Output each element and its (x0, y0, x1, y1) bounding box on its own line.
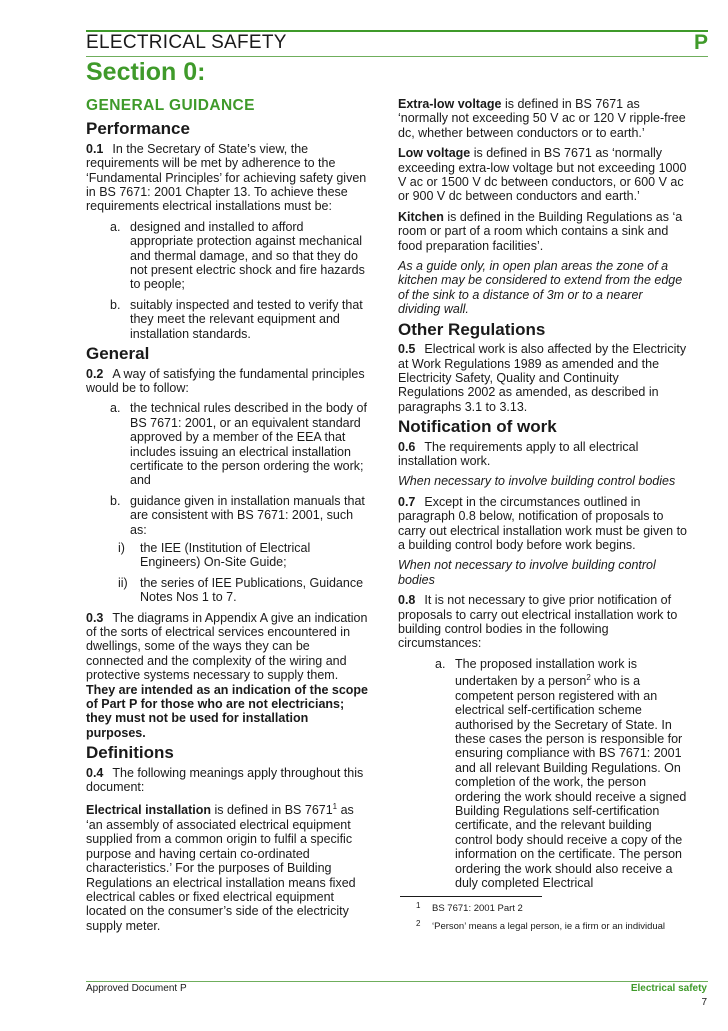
footer-document-name: Approved Document P (86, 983, 187, 994)
paragraph-number: 0.6 (398, 439, 416, 454)
list-item (86, 298, 370, 341)
footnote-1 (398, 903, 688, 915)
paragraph-number: 0.4 (86, 765, 104, 780)
section-title: Section 0: (86, 58, 206, 86)
sublist-item (118, 541, 370, 570)
definition-term: Electrical installation (86, 803, 212, 818)
paragraph-text: The following meanings apply throughout this document: (86, 765, 364, 795)
paragraph-number: 0.3 (86, 610, 104, 625)
footnote-ref: 1 (332, 802, 338, 812)
notification-heading: Notification of work (398, 417, 557, 437)
list-label: a. (110, 401, 121, 416)
definition-term: Kitchen (398, 209, 444, 224)
paragraph-0-1 (86, 142, 370, 214)
definition-text: as ‘an assembly of associated electrical equipment supplied from a common origin to fulfil a specific purpose and having certain co-ordinated characteristics.’ For the purposes of Building Regulations an electrical installation means fixed electrical cables or fixed electrical equipment located on the consumer’s side of the electricity supply meter. (86, 803, 356, 933)
list-label: a. (435, 656, 446, 671)
paragraph-text: In the Secretary of State’s view, the requirements will be met by adherence to the ‘Fundamental Principles’ for achieving safety given in BS 7671: 2001 Chapter 13. To achieve these requirements electrical installations must be: (86, 141, 367, 214)
paragraph-number: 0.7 (398, 494, 416, 509)
right-column (398, 97, 688, 939)
list-item (86, 401, 370, 487)
paragraph-number: 0.8 (398, 593, 416, 608)
paragraph-0-6 (398, 440, 688, 469)
paragraph-text: A way of satisfying the fundamental principles would be to follow: (86, 366, 365, 395)
header-rule (86, 56, 708, 57)
definition-term: Extra-low voltage (398, 97, 502, 111)
running-title: ELECTRICAL SAFETY (86, 32, 287, 53)
footnote-ref: 2 (586, 673, 591, 683)
sublist-item (118, 576, 370, 605)
paragraph-0-8 (398, 593, 688, 651)
sublist-text: the series of IEE Publications, Guidance Notes Nos 1 to 7. (140, 575, 364, 605)
list-label: b. (110, 297, 121, 312)
list-text: the technical rules described in the body of BS 7671: 2001, or an equivalent standard approved by a member of the EEA that includes issuing an electrical installation certificate to the person ordering the work; and (130, 401, 367, 488)
footer-rule (86, 981, 708, 982)
definition-text: is defined in BS 7671 as ‘normally exceeding extra-low voltage but not exceeding 1000 V ac or 1500 V dc between conductors, or 600 V ac or 900 V dc between conductors and earth.’ (398, 146, 687, 204)
list-0-1 (86, 220, 370, 341)
list-text: suitably inspected and tested to verify that they meet the relevant equipment and installation standards. (130, 297, 363, 341)
list-text: designed and installed to afford appropriate protection against mechanical and thermal damage, and so that they do not present electric shock and fire hazards to people; (130, 219, 365, 292)
note-text: As a guide only, in open plan areas the zone of a kitchen may be considered to extend from the edge of the sink to a distance of 3m or to a nearer dividing wall. (398, 259, 683, 317)
paragraph-0-7 (398, 495, 688, 553)
paragraph-text: The requirements apply to all electrical installation work. (398, 439, 639, 468)
list-label: a. (110, 219, 121, 234)
list-label: b. (110, 493, 121, 508)
definition-term: Low voltage (398, 146, 471, 161)
paragraph-0-4 (86, 766, 370, 795)
list-item (86, 220, 370, 292)
sublist (118, 540, 370, 605)
list-text: guidance given in installation manuals that are consistent with BS 7671: 2001, such as: (130, 493, 365, 537)
page-number: 7 (701, 997, 707, 1008)
paragraph-0-2 (86, 367, 370, 396)
paragraph-number: 0.5 (398, 342, 416, 357)
subheading-when-necessary (398, 474, 688, 488)
subheading-text: When not necessary to involve building control bodies (398, 558, 656, 587)
footnote-rule (400, 896, 542, 897)
paragraph-text: It is not necessary to give prior notification of proposals to carry out electrical installation work to building control bodies in the following circumstances: (398, 593, 678, 651)
subheading-when-not-necessary (398, 558, 688, 587)
footnote-text: BS 7671: 2001 Part 2 (432, 903, 523, 915)
definitions-heading: Definitions (86, 743, 174, 763)
paragraph-text: The diagrams in Appendix A give an indication of the sorts of electrical services encountered in dwellings, some of the ways they can be connected and the complexity of the wiring and protective systems necessary to supply them. (86, 610, 368, 683)
definition-extra-low-voltage (398, 97, 688, 140)
definition-kitchen (398, 210, 688, 253)
part-letter: P (693, 31, 708, 54)
paragraph-text: Electrical work is also affected by the Electricity at Work Regulations 1989 as amended and the Electricity Safety, Quality and Continuity Regulations 2002 as amended, as described in paragraphs 3.1 to 3.13. (398, 342, 687, 414)
footnote-number: 1 (416, 901, 421, 911)
definition-text: is defined in the Building Regulations as ‘a room or part of a room which contains a sink and food preparation facilities’. (398, 209, 683, 253)
general-heading: General (86, 344, 150, 364)
footnote-text: ‘Person’ means a legal person, ie a firm or an individual (432, 921, 666, 933)
definition-text: is defined in BS 7671 (214, 803, 333, 818)
running-header (86, 30, 708, 54)
paragraph-bold-text: They are intended as an indication of the scope of Part P for those who are not electricians; they must not be used for installation purposes. (86, 682, 369, 740)
left-column (86, 97, 370, 939)
list-item (398, 657, 688, 891)
footer-topic: Electrical safety (630, 983, 707, 994)
sublist-text: the IEE (Institution of Electrical Engineers) On-Site Guide; (140, 540, 311, 570)
list-item (86, 494, 370, 605)
paragraph-number: 0.1 (86, 141, 104, 156)
list-text: who is a competent person registered with an electrical self-certification scheme authorised by the Secretary of State. In these cases the person is responsible for ensuring compliance with BS 7671: 2001 and all relevant Building Regulations. On completion of the work, the person ordering the work should receive a signed Building Regulations self-certification certificate, and the relevant building control body should receive a copy of the information on the certificate. The person ordering the work should also receive a duly completed Electrical (455, 674, 687, 891)
general-guidance-heading: GENERAL GUIDANCE (86, 97, 255, 114)
paragraph-0-5 (398, 342, 688, 414)
sublist-label: i) (118, 540, 125, 555)
other-regulations-heading: Other Regulations (398, 319, 546, 339)
kitchen-note (398, 259, 688, 317)
performance-heading: Performance (86, 119, 190, 139)
subheading-text: When necessary to involve building control bodies (398, 474, 676, 489)
sublist-label: ii) (118, 575, 128, 590)
definition-text: is defined in BS 7671 as ‘normally not exceeding 50 V ac or 120 V ripple-free dc, whether between conductors or to earth.’ (398, 97, 686, 140)
list-0-8 (398, 657, 688, 891)
footnote-2 (398, 921, 688, 933)
footnote-number: 2 (416, 919, 421, 929)
definition-electrical-installation (86, 800, 370, 933)
paragraph-text: Except in the circumstances outlined in paragraph 0.8 below, notification of proposals to carry out electrical installation work must be given to a building control body before work begins. (398, 494, 688, 552)
paragraph-number: 0.2 (86, 366, 104, 381)
paragraph-0-3 (86, 611, 370, 741)
definition-low-voltage (398, 146, 688, 204)
list-0-2 (86, 401, 370, 604)
list-text: The proposed installation work is undertaken by a person (455, 656, 638, 689)
